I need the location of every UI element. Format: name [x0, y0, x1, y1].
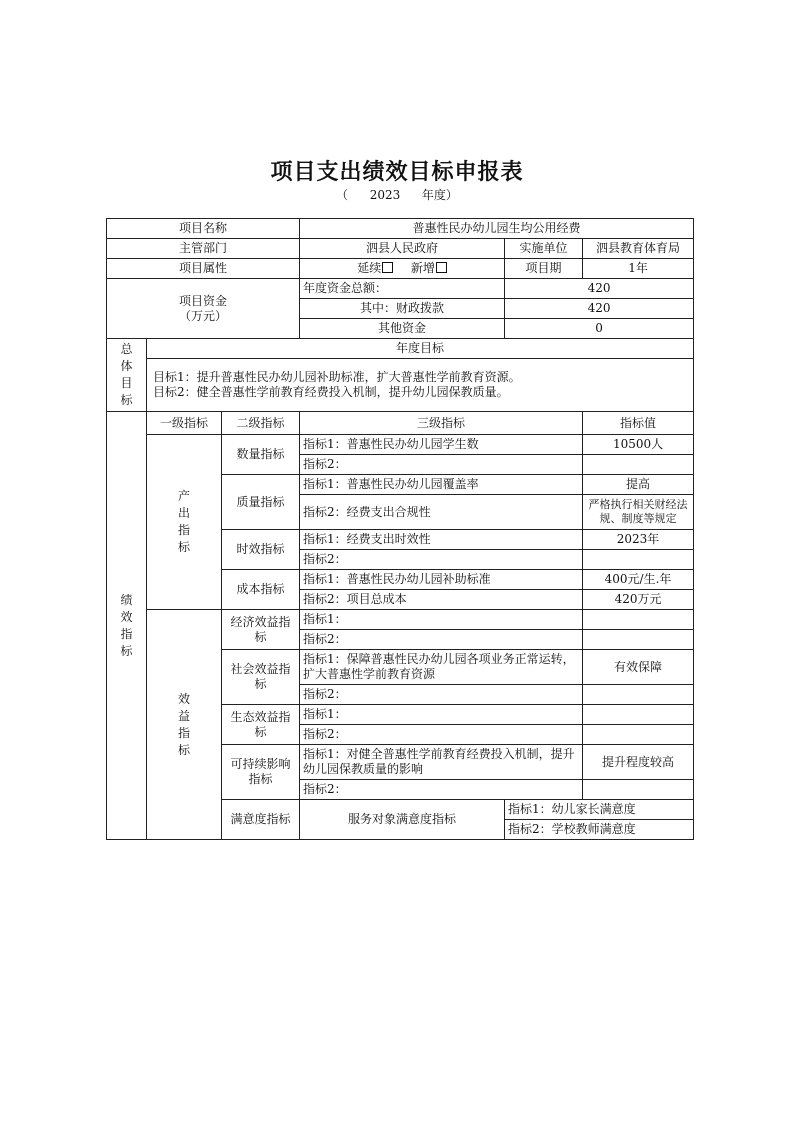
indicator-value	[583, 550, 694, 570]
indicator-text: 指标1：幼儿家长满意度	[505, 800, 694, 820]
indicator-text: 指标2：	[300, 550, 583, 570]
department-value: 泗县人民政府	[300, 239, 505, 259]
indicator-text: 指标1：普惠性民办幼儿园学生数	[300, 435, 583, 455]
economic-label: 经济效益指标	[222, 610, 300, 650]
project-name-value: 普惠性民办幼儿园生均公用经费	[300, 219, 694, 239]
quantity-label: 数量指标	[222, 435, 300, 475]
year-open: （	[336, 188, 349, 202]
ecological-label: 生态效益指标	[222, 705, 300, 745]
indicator-value: 10500人	[583, 435, 694, 455]
row-goal-content	[107, 359, 694, 412]
row-goal-header	[107, 339, 694, 359]
indicator-value: 严格执行相关财经法规、制度等规定	[583, 495, 694, 530]
indicator-value: 420万元	[583, 590, 694, 610]
indicator-value	[583, 705, 694, 725]
year-suffix: 年度）	[421, 188, 458, 202]
indicator-value	[583, 685, 694, 705]
fund-total-value: 420	[505, 279, 694, 299]
attribute-options	[300, 259, 505, 279]
indicator-value: 400元/生.年	[583, 570, 694, 590]
indicator-text: 指标1：普惠性民办幼儿园补助标准	[300, 570, 583, 590]
indicator-text: 指标1：保障普惠性民办幼儿园各项业务正常运转，扩大普惠性学前教育资源	[300, 650, 583, 685]
row-project-name	[107, 219, 694, 239]
performance-table	[106, 218, 694, 840]
benefit-label: 效 益 指 标	[147, 610, 222, 840]
fund-unit: （万元）	[179, 308, 228, 323]
row-fund-total	[107, 279, 694, 299]
indicator-text: 指标2：	[300, 725, 583, 745]
sustainability-label: 可持续影响指标	[222, 745, 300, 800]
attribute-new-label: 新增	[410, 261, 435, 275]
satisfaction-label: 满意度指标	[222, 800, 300, 840]
indicator-text: 指标2：	[300, 455, 583, 475]
row-attribute	[107, 259, 694, 279]
implementer-label: 实施单位	[505, 239, 583, 259]
value-header: 指标值	[583, 412, 694, 435]
indicator-text: 指标2：	[300, 630, 583, 650]
goal-line-1: 目标1：提升普惠性民办幼儿园补助标准，扩大普惠性学前教育资源。	[153, 370, 521, 384]
indicator-text: 指标1：对健全普惠性学前教育经费投入机制，提升幼儿园保教质量的影响	[300, 745, 583, 780]
indicator-value	[583, 610, 694, 630]
indicator-text: 指标1：	[300, 705, 583, 725]
indicator-text: 指标2：经费支出合规性	[300, 495, 583, 530]
fund-label: 项目资金	[179, 293, 228, 308]
indicator-text: 指标2：学校教师满意度	[505, 820, 694, 840]
indicator-text: 指标2：项目总成本	[300, 590, 583, 610]
row-department	[107, 239, 694, 259]
indicator-value	[583, 455, 694, 475]
service-target-label: 服务对象满意度指标	[300, 800, 505, 840]
department-label: 主管部门	[107, 239, 300, 259]
goal-header: 年度目标	[147, 339, 694, 359]
indicator-value: 2023年	[583, 530, 694, 550]
year-line	[0, 186, 794, 203]
attribute-label: 项目属性	[107, 259, 300, 279]
level3-header: 三级指标	[300, 412, 583, 435]
fund-other-value: 0	[505, 319, 694, 339]
level2-header: 二级指标	[222, 412, 300, 435]
indicator-value	[583, 725, 694, 745]
performance-section-label: 绩 效 指 标	[107, 412, 147, 840]
goal-section-label: 总 体 目 标	[107, 339, 147, 412]
fund-total-label: 年度资金总额：	[300, 279, 505, 299]
row-qty-1	[107, 435, 694, 455]
goal-content	[147, 359, 694, 412]
indicator-text: 指标1：普惠性民办幼儿园覆盖率	[300, 475, 583, 495]
indicator-text: 指标1：经费支出时效性	[300, 530, 583, 550]
indicator-text: 指标2：	[300, 780, 583, 800]
indicator-value: 提升程度较高	[583, 745, 694, 780]
goal-line-2: 目标2：健全普惠性学前教育经费投入机制，提升幼儿园保教质量。	[153, 385, 509, 399]
indicator-value	[583, 630, 694, 650]
indicator-value: 有效保障	[583, 650, 694, 685]
cost-label: 成本指标	[222, 570, 300, 610]
implementer-value: 泗县教育体育局	[583, 239, 694, 259]
period-value: 1年	[583, 259, 694, 279]
social-label: 社会效益指标	[222, 650, 300, 705]
indicator-value	[583, 780, 694, 800]
period-label: 项目期	[505, 259, 583, 279]
checkbox-icon	[382, 262, 393, 273]
fund-label-cell	[107, 279, 300, 339]
year-value: 2023	[369, 188, 401, 202]
fund-other-label: 其他资金	[300, 319, 505, 339]
fund-fiscal-label: 其中：财政拨款	[300, 299, 505, 319]
row-econ-1	[107, 610, 694, 630]
output-label: 产 出 指 标	[147, 435, 222, 610]
checkbox-icon	[436, 262, 447, 273]
indicator-value: 提高	[583, 475, 694, 495]
document-title: 项目支出绩效目标申报表	[270, 160, 524, 185]
indicator-text: 指标2：	[300, 685, 583, 705]
indicator-text: 指标1：	[300, 610, 583, 630]
fund-fiscal-value: 420	[505, 299, 694, 319]
quality-label: 质量指标	[222, 475, 300, 530]
level1-header: 一级指标	[147, 412, 222, 435]
project-name-label: 项目名称	[107, 219, 300, 239]
row-indicator-header	[107, 412, 694, 435]
timeliness-label: 时效指标	[222, 530, 300, 570]
attribute-continue-label: 延续	[357, 261, 382, 275]
